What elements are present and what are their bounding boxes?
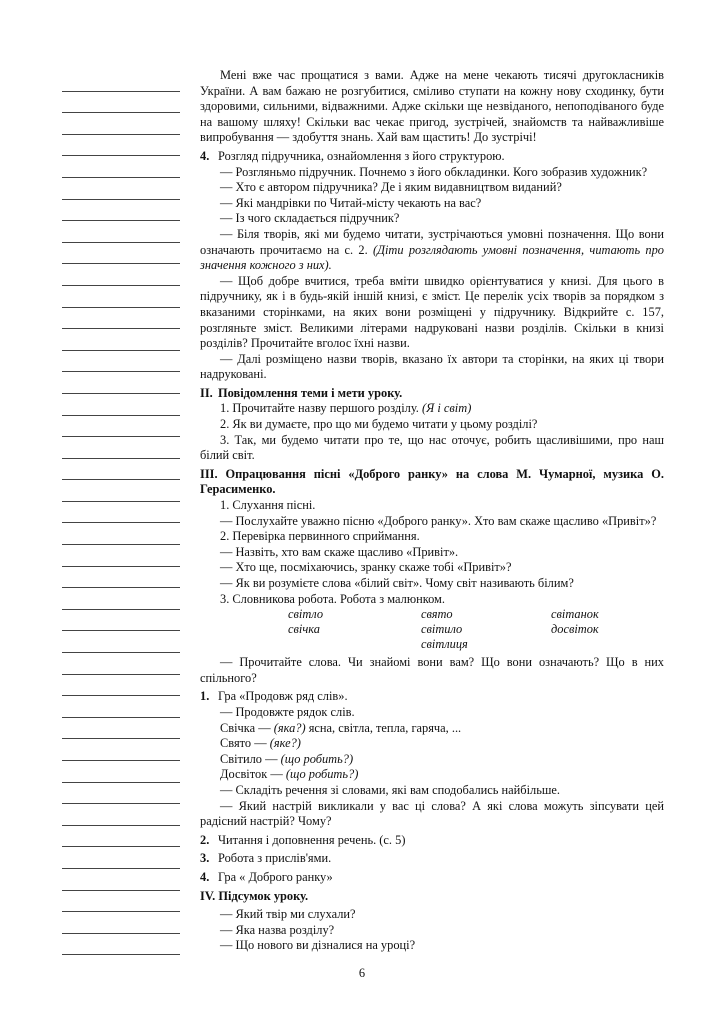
vocabulary-words — [200, 607, 664, 652]
word-row — [200, 767, 664, 783]
section-number: 4. — [200, 148, 210, 163]
word-row — [200, 752, 664, 768]
intro-paragraph: Мені вже час прощатися з вами. Адже на мене чекають тисячі другокласників України. А вам бажаю не розгубитися, сміливо ступати на кожну нову сходинку, бути здоровими, сильними, відважними. Адже скільки ще незвіданого, непоподіваного буде на вашому шляху! Скільки вас чекає пригод, зустрічей, знайомств та найважливіше випробування — здобуття знань. Хай вам щастить! До зустрічі! — [200, 68, 664, 145]
note-line — [62, 739, 180, 761]
paragraph: — Щоб добре вчитися, треба вміти швидко орієнтуватися у книзі. Для цього в підручнику, як і в будь-якій іншій книзі, є зміст. Це перелік усіх творів за порядком з вказаними сторінками, на яких вони розміщені у підручнику. Відкрийте с. 157, розгляньте зміст. Великими літерами надруковані назви розділів. Скільки в книзі розділів? Прочитайте вголос їхні назви. — [200, 273, 664, 351]
lesson-text — [200, 68, 664, 954]
note-line — [62, 156, 180, 178]
italic-note: (яка?) — [273, 720, 306, 735]
note-line — [62, 329, 180, 351]
vocab-word: досвіток — [551, 622, 599, 637]
note-line — [62, 804, 180, 826]
italic-note: (що робить?) — [285, 767, 359, 782]
paragraph: — Як ви розумієте слова «білий світ». Чому світ називають білим? — [220, 576, 574, 590]
note-line — [62, 459, 180, 481]
note-line — [62, 761, 180, 783]
vocab-word: світанок — [551, 607, 599, 622]
paragraph: 2. Перевірка первинного сприймання. — [220, 529, 420, 544]
note-line — [62, 286, 180, 308]
vocab-word: свічка — [288, 622, 320, 637]
note-line — [62, 480, 180, 502]
note-line — [62, 351, 180, 373]
note-line — [62, 135, 180, 157]
section-number: IV. — [200, 888, 216, 903]
paragraph — [200, 401, 664, 417]
paragraph: — Далі розміщено назви творів, вказано їх автори та сторінки, на яких ці твори надруковані. — [200, 351, 664, 382]
word-row — [200, 721, 664, 737]
section-2-heading — [200, 386, 664, 402]
note-line — [62, 847, 180, 869]
note-line — [62, 545, 180, 567]
paragraph: 1. Слухання пісні. — [220, 498, 316, 513]
note-line — [62, 394, 180, 416]
paragraph — [200, 227, 664, 274]
italic-note: (що робить?) — [280, 751, 354, 766]
note-line — [62, 783, 180, 805]
word-row — [200, 736, 664, 752]
paragraph: — Складіть речення зі словами, які вам сподобались найбільше. — [220, 782, 561, 797]
paragraph: — Розгляньмо підручник. Почнемо з його обкладинки. Кого зобразив художник? — [220, 164, 648, 179]
note-line — [62, 675, 180, 697]
note-line — [62, 631, 180, 653]
section-4-summary-heading — [200, 889, 664, 905]
text: Свято — — [220, 736, 267, 751]
numbered-item — [200, 851, 664, 867]
italic-note: (яке?) — [269, 736, 301, 751]
numbered-item — [200, 870, 664, 886]
item-title: Читання і доповнення речень. (с. 5) — [218, 832, 406, 847]
note-line — [62, 523, 180, 545]
item-number: 1. — [200, 689, 210, 704]
note-line — [62, 243, 180, 265]
notes-margin-lines — [62, 70, 180, 955]
vocab-word — [551, 637, 661, 652]
vocab-word: свято — [421, 607, 453, 622]
item-number: 2. — [200, 832, 210, 847]
italic-note: (Діти розглядають умовні позначення, читають про значення кожного з них). — [200, 242, 664, 273]
note-line — [62, 372, 180, 394]
paragraph: — Назвіть, хто вам скаже щасливо «Привіт». — [220, 544, 459, 559]
note-line — [62, 92, 180, 114]
text: ясна, світла, тепла, гаряча, ... — [308, 720, 462, 735]
note-line — [62, 178, 180, 200]
note-line — [62, 502, 180, 524]
paragraph: — Із чого складається підручник? — [220, 211, 400, 226]
section-title: Розгляд підручника, ознайомлення з його структурою. — [218, 148, 505, 163]
note-line — [62, 696, 180, 718]
text: Досвіток — — [220, 767, 283, 782]
section-3-heading — [200, 467, 664, 498]
note-line — [62, 200, 180, 222]
paragraph: — Який настрій викликали у вас ці слова? А які слова можуть зіпсувати цей радісний настрій? Чому? — [200, 798, 664, 829]
note-line — [62, 610, 180, 632]
note-line — [62, 588, 180, 610]
paragraph: — Яка назва розділу? — [220, 922, 335, 937]
paragraph: 2. Як ви думаєте, про що ми будемо читати у цьому розділі? — [220, 417, 538, 432]
vocab-word: світло — [288, 607, 324, 622]
note-line — [62, 912, 180, 934]
paragraph: — Хто ще, посміхаючись, зранку скаже тобі «Привіт»? — [220, 560, 512, 575]
note-line — [62, 437, 180, 459]
note-line — [62, 891, 180, 913]
note-line — [62, 934, 180, 956]
paragraph: 3. Словникова робота. Робота з малюнком. — [220, 591, 445, 606]
text: Свічка — — [220, 720, 271, 735]
section-number: III. — [200, 466, 218, 481]
note-line — [62, 264, 180, 286]
vocab-word: світило — [421, 622, 463, 637]
item-title: Робота з прислів'ями. — [218, 851, 332, 866]
section-number: II. — [200, 385, 213, 400]
paragraph: — Продовжте рядок слів. — [220, 704, 355, 719]
note-line — [62, 653, 180, 675]
note-line — [62, 113, 180, 135]
note-line — [62, 567, 180, 589]
section-title: Опрацювання пісні «Доброго ранку» на слова М. Чумарної, музика О. Герасименко. — [200, 466, 664, 497]
note-line — [62, 416, 180, 438]
section-title: Повідомлення теми і мети уроку. — [218, 385, 403, 400]
paragraph: 3. Так, ми будемо читати про те, що нас оточує, робить щасливішими, про наш білий світ. — [200, 432, 664, 463]
text: — Біля творів, які ми будемо читати, зустрічаються умовні позначення. Що вони означають прочитаємо на с. 2. — [200, 226, 664, 257]
section-4-heading — [200, 149, 664, 165]
item-title: Гра « Доброго ранку» — [218, 869, 333, 884]
note-line — [62, 718, 180, 740]
text: Світило — — [220, 751, 278, 766]
note-line — [62, 308, 180, 330]
paragraph: — Який твір ми слухали? — [220, 907, 356, 922]
italic-note: (Я і світ) — [422, 401, 472, 416]
game-heading — [200, 689, 664, 705]
page-number: 6 — [358, 966, 366, 980]
paragraph: — Які мандрівки по Читай-місту чекають на вас? — [220, 195, 482, 210]
text: 1. Прочитайте назву першого розділу. — [220, 401, 419, 416]
numbered-item — [200, 833, 664, 849]
item-title: Гра «Продовж ряд слів». — [218, 689, 348, 704]
note-line — [62, 70, 180, 92]
paragraph: — Послухайте уважно пісню «Доброго ранку». Хто вам скаже щасливо «Привіт»? — [220, 513, 657, 528]
paragraph: — Прочитайте слова. Чи знайомі вони вам? Що вони означають? Що в них спільного? — [200, 655, 664, 685]
note-line — [62, 221, 180, 243]
paragraph: — Що нового ви дізналися на уроці? — [220, 938, 416, 953]
item-number: 4. — [200, 869, 210, 884]
note-line — [62, 869, 180, 891]
paragraph: — Хто є автором підручника? Де і яким видавництвом виданий? — [220, 180, 562, 195]
vocab-word — [288, 637, 421, 652]
section-title: Підсумок уроку. — [218, 888, 309, 903]
item-number: 3. — [200, 851, 210, 866]
note-line — [62, 826, 180, 848]
vocab-word: світлиця — [421, 637, 468, 652]
